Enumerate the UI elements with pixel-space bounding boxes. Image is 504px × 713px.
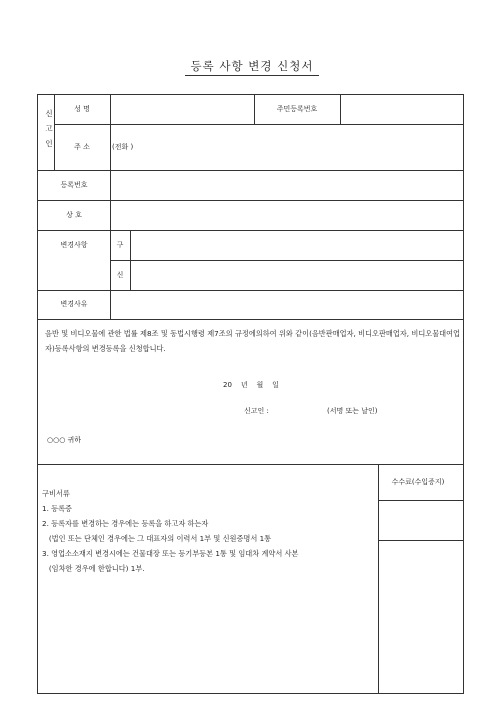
addressee: ○○○ 귀하 [47, 436, 82, 444]
divider [37, 464, 464, 465]
list-item: (법인 또는 단체인 경우에는 그 대표자의 이력서 1부 및 신원증명서 1통 [42, 534, 272, 543]
divider [340, 94, 341, 124]
divider [378, 540, 464, 541]
required-documents-heading: 구비서류 [42, 489, 70, 498]
address-label: 주 소 [74, 143, 90, 151]
divider [37, 230, 464, 231]
divider [110, 94, 111, 319]
divider [54, 124, 464, 125]
divider [37, 200, 464, 201]
divider [37, 290, 464, 291]
application-statement: 음반 및 비디오물에 관한 법률 제8조 및 동법시행령 제7조의 규정에의하여 위와 같이(음반판매업자, 비디오판매업자, 비디오물대여업자)등록사항의 변경등록을 신청합니다. [45, 329, 460, 353]
divider [254, 94, 255, 124]
divider [110, 260, 464, 261]
trade-name-label: 상 호 [66, 211, 82, 219]
divider [37, 170, 464, 171]
list-item: 2. 등록자를 변경하는 경우에는 등록을 하고자 하는자 [42, 519, 209, 528]
divider [378, 500, 464, 501]
fee-stamp-label: 수수료(수입증지) [391, 478, 445, 486]
signature-note: (서명 또는 날인) [327, 407, 378, 415]
name-label: 성 명 [74, 105, 90, 113]
applicant-line: 신고인 : [244, 407, 269, 415]
resident-number-label: 주민등록번호 [276, 105, 318, 113]
divider [54, 94, 55, 170]
date-line: 20 년 월 일 [223, 381, 279, 389]
divider [37, 319, 464, 320]
registration-number-label: 등록번호 [60, 181, 88, 189]
new-label: 신 [116, 271, 124, 279]
required-documents [42, 486, 298, 576]
change-reason-label: 변경사유 [60, 300, 88, 308]
change-items-label: 변경사항 [60, 241, 88, 249]
applicant-vertical-label: 신 고 인 [45, 109, 53, 148]
list-item: 3. 영업소소재지 변경시에는 건물대장 또는 등기부등본 1통 및 임대차 계약서 사본 [42, 549, 299, 558]
list-item: 1. 등록증 [42, 504, 72, 513]
phone-text: (전화 ) [112, 143, 134, 151]
divider [378, 464, 379, 694]
application-form [37, 94, 464, 694]
document-title: 등록 사항 변경 신청서 [0, 58, 504, 76]
divider [130, 230, 131, 290]
list-item: (임차한 경우에 한합니다) 1부. [42, 564, 145, 573]
old-label: 구 [116, 241, 124, 249]
